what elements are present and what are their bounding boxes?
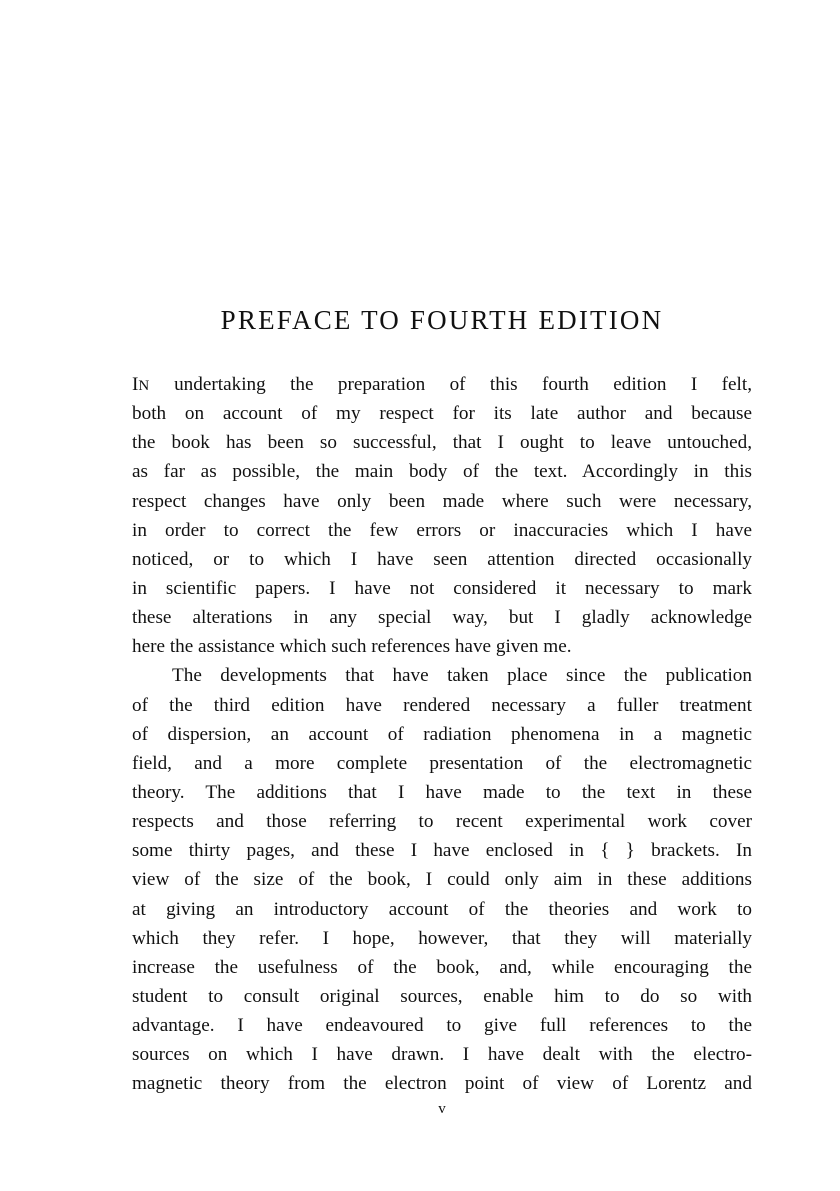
text-line-23: advantage. I have endeavoured to give full references to the — [132, 1015, 752, 1037]
text-line-8: in scientific papers. I have not considered it necessary to mark — [132, 577, 752, 599]
text-line-18: view of the size of the book, I could only aim in these additions — [132, 869, 752, 891]
text-line-16: respects and those referring to recent experimental work cover — [132, 811, 752, 833]
text-line-25: magnetic theory from the electron point of view of Lorentz and — [132, 1073, 752, 1095]
page-title: PREFACE TO FOURTH EDITION — [220, 305, 664, 335]
text-line-24: sources on which I have drawn. I have dealt with the electro- — [132, 1044, 752, 1066]
text-line-4: as far as possible, the main body of the text. Accordingly in this — [132, 461, 752, 483]
text-line-7: noticed, or to which I have seen attention directed occasionally — [132, 548, 752, 570]
text-line-9: these alterations in any special way, but I gladly acknowledge — [132, 607, 752, 629]
text-line-21: increase the usefulness of the book, and, while encouraging the — [132, 956, 752, 978]
text-line-17: some thirty pages, and these I have enclosed in { } brackets. In — [132, 840, 752, 862]
page-number: v — [438, 1101, 446, 1117]
first-word-small-caps: N — [138, 378, 150, 394]
text-line-15: theory. The additions that I have made to the text in these — [132, 781, 752, 803]
text-line-22: student to consult original sources, enable him to do so with — [132, 985, 752, 1007]
text-line-11: The developments that have taken place since the publication — [172, 665, 752, 687]
text-line-5: respect changes have only been made where such were necessary, — [132, 490, 752, 512]
preface-body — [132, 370, 752, 1099]
text-line-6: in order to correct the few errors or inaccuracies which I have — [132, 519, 752, 541]
text-line-1 — [132, 370, 752, 399]
text-line-12: of the third edition have rendered necessary a fuller treatment — [132, 694, 752, 716]
text-line-3: the book has been so successful, that I ought to leave untouched, — [132, 432, 752, 454]
text-line-19: at giving an introductory account of the theories and work to — [132, 898, 752, 920]
text-line-13: of dispersion, an account of radiation phenomena in a magnetic — [132, 723, 752, 745]
text-line-2: both on account of my respect for its late author and because — [132, 403, 752, 425]
first-word-initial: I — [132, 374, 139, 395]
text-line-1-rest: undertaking the preparation of this fourth edition I felt, — [149, 374, 752, 395]
text-line-14: field, and a more complete presentation of the electromagnetic — [132, 752, 752, 774]
text-line-20: which they refer. I hope, however, that they will materially — [132, 927, 752, 949]
text-line-10: here the assistance which such references have given me. — [132, 636, 572, 658]
